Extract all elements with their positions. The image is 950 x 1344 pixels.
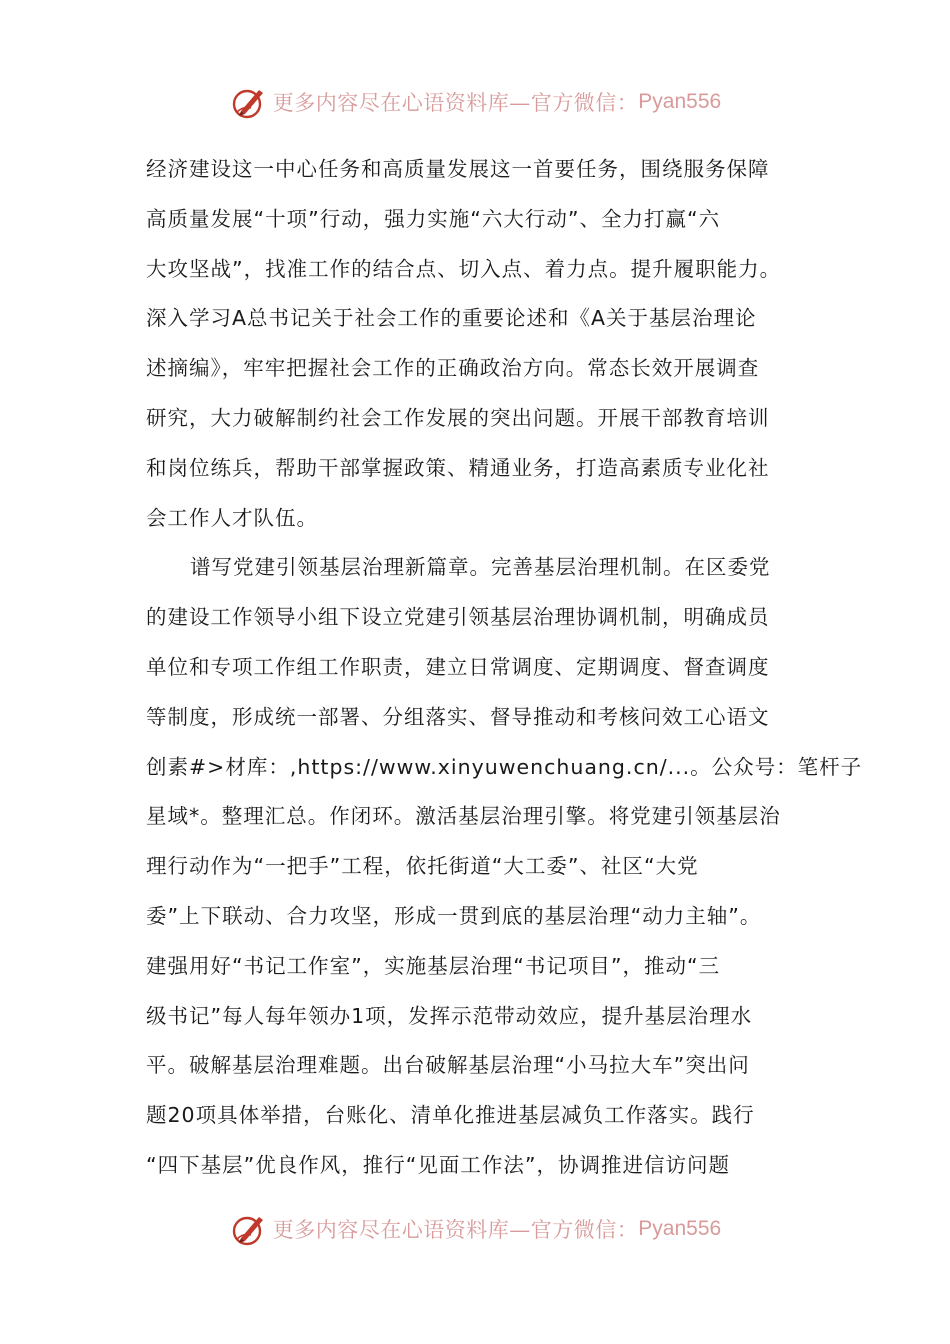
- text-line: 星域*。整理汇总。作闭环。激活基层治理引擎。将党建引领基层治: [146, 804, 781, 829]
- text-line: 题20项具体举措，台账化、清单化推进基层减负工作落实。践行: [146, 1103, 755, 1128]
- footer-banner: [0, 1207, 950, 1251]
- text-line: “四下基层”优良作风，推行“见面工作法”，协调推进信访问题: [146, 1152, 730, 1177]
- pen-logo-icon: [229, 1209, 269, 1249]
- text-line: 级书记”每人每年领办1项，发挥示范带动效应，提升基层治理水: [146, 1003, 753, 1028]
- footer-banner-code: Pyan556: [638, 1217, 722, 1240]
- text-line: 等制度，形成统一部署、分组落实、督导推动和考核问效工心语文: [146, 704, 770, 729]
- text-line: 建强用好“书记工作室”，实施基层治理“书记项目”，推动“三: [146, 953, 721, 978]
- text-line: 谱写党建引领基层治理新篇章。完善基层治理机制。在区委党: [190, 555, 771, 580]
- text-line: 大攻坚战”，找准工作的结合点、切入点、着力点。提升履职能力。: [146, 256, 782, 281]
- header-banner-text: 更多内容尽在心语资料库—官方微信：: [272, 91, 639, 115]
- footer-banner-text: 更多内容尽在心语资料库—官方微信：: [272, 1218, 639, 1242]
- text-line: 深入学习A总书记关于社会工作的重要论述和《A关于基层治理论: [146, 306, 757, 331]
- text-line: 和岗位练兵，帮助干部掌握政策、精通业务，打造高素质专业化社: [146, 455, 770, 480]
- text-line: 的建设工作领导小组下设立党建引领基层治理协调机制，明确成员: [146, 605, 770, 630]
- text-line: 述摘编》，牢牢把握社会工作的正确政治方向。常态长效开展调查: [146, 356, 760, 381]
- text-line: 经济建设这一中心任务和高质量发展这一首要任务，围绕服务保障: [146, 157, 770, 181]
- text-line: 创素#>材库：,https://www.xinyuwenchuang.cn/...。公众号：笔杆子: [146, 754, 863, 779]
- header-banner: [0, 80, 950, 124]
- header-banner-code: Pyan556: [638, 90, 722, 113]
- text-line: 委”上下联动、合力攻坚，形成一贯到底的基层治理“动力主轴”。: [146, 903, 762, 928]
- text-line: 理行动作为“一把手”工程，依托街道“大工委”、社区“大党: [146, 854, 699, 879]
- pen-logo-icon: [229, 82, 269, 122]
- text-line: 高质量发展“十项”行动，强力实施“六大行动”、全力打赢“六: [146, 206, 721, 231]
- text-line: 平。破解基层治理难题。出台破解基层治理“小马拉大车”突出问: [146, 1053, 750, 1078]
- text-line: 单位和专项工作组工作职责，建立日常调度、定期调度、督查调度: [146, 654, 770, 679]
- text-line: 会工作人才队伍。: [146, 505, 318, 530]
- text-line: 研究，大力破解制约社会工作发展的突出问题。开展干部教育培训: [146, 405, 770, 430]
- document-body: [146, 145, 863, 1191]
